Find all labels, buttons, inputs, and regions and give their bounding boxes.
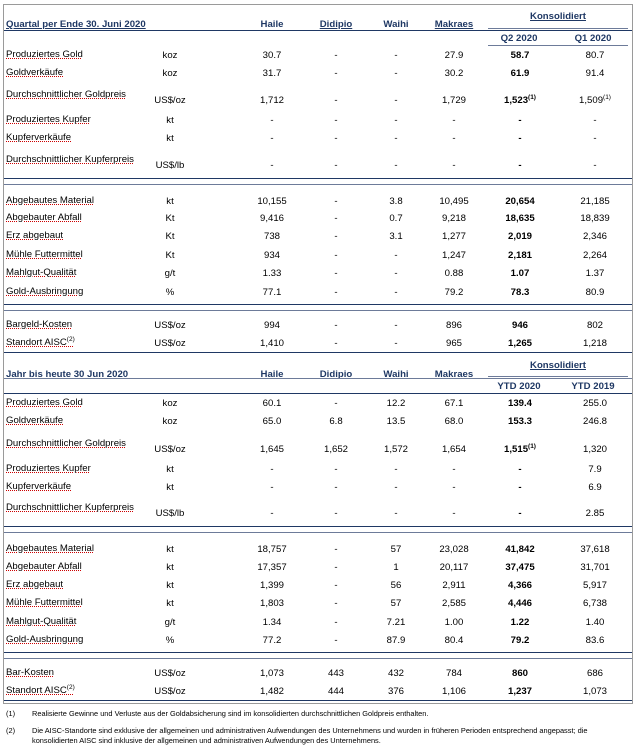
cell-consolidated-prior: 5,917 [582, 580, 607, 591]
cell-waihi: 7.21 [386, 617, 406, 628]
cell-waihi: 3.1 [389, 231, 403, 242]
cell-makraes: 896 [445, 320, 462, 331]
row-unit: g/t [164, 268, 176, 279]
cell-consolidated-prior: 91.4 [585, 68, 605, 79]
cell-didipio: - [334, 544, 338, 555]
cell-consolidated-prior: 1,218 [582, 338, 607, 349]
cell-consolidated-current: 1.07 [510, 268, 530, 279]
cell-didipio: - [334, 562, 338, 573]
cell-haile: 1,073 [259, 668, 284, 679]
cell-makraes: - [452, 133, 456, 144]
section-divider-2 [4, 310, 632, 311]
cell-didipio: - [334, 338, 338, 349]
cell-consolidated-prior: 83.6 [585, 635, 605, 646]
footnote-marker: (1) [603, 94, 611, 101]
row-unit: kt [166, 464, 174, 475]
cell-consolidated-prior: - [593, 133, 597, 144]
table-end-line [4, 700, 632, 701]
cell-makraes: 67.1 [444, 398, 464, 409]
row-unit: kt [166, 115, 174, 126]
cell-haile: - [270, 482, 274, 493]
cell-didipio: 6.8 [329, 416, 343, 427]
cell-haile: 1,410 [259, 338, 284, 349]
cell-makraes: 2,585 [441, 598, 466, 609]
cell-consolidated-current: 58.7 [510, 50, 530, 61]
cell-consolidated-current: 41,842 [505, 544, 535, 555]
cell-didipio: - [334, 196, 338, 207]
row-unit: kt [166, 196, 174, 207]
cell-consolidated-current: - [518, 482, 522, 493]
cell-waihi: 57 [390, 598, 402, 609]
col-q1-2020: Q1 2020 [574, 33, 612, 44]
cell-makraes: 9,218 [441, 213, 466, 224]
cell-didipio: - [334, 250, 338, 261]
cell-haile: 1,712 [259, 95, 284, 106]
cell-didipio: 443 [327, 668, 344, 679]
cell-consolidated-prior: 1,509$^{(1)}$ [579, 94, 611, 106]
cell-haile: - [270, 133, 274, 144]
footnote-marker: (1) [528, 443, 536, 450]
cell-consolidated-current: - [518, 115, 522, 126]
footnote-2-text: Die AISC-Standorte sind exklusive der allgemeinen und administrativen Aufwendungen des Unternehmens und wurden in früheren Perioden entsprechend angepasst; die konsolidierten AISC sind inklusive der allgemeinen und administrativen Aufwendungen des Unternehmens. [32, 726, 588, 745]
cell-didipio: 1,652 [323, 444, 348, 455]
cell-didipio: - [334, 213, 338, 224]
cell-makraes: 1,106 [441, 686, 466, 697]
cell-consolidated-current: 78.3 [510, 287, 530, 298]
subheader-underline [4, 393, 632, 394]
cell-haile: 10,155 [257, 196, 287, 207]
table-end-line [4, 352, 632, 353]
header-underline [4, 30, 632, 31]
cell-didipio: - [334, 115, 338, 126]
row-label: Gold-Ausbringung [6, 286, 84, 297]
cell-didipio: - [334, 160, 338, 171]
cell-waihi: - [394, 95, 398, 106]
row-label: Erz abgebaut [6, 579, 64, 590]
cell-consolidated-current: 860 [511, 668, 528, 679]
col-didipio: Didipio [319, 19, 353, 30]
cell-consolidated-prior: 31,701 [580, 562, 610, 573]
row-unit: US$/oz [154, 668, 186, 679]
row-unit: % [165, 287, 175, 298]
cell-haile: 77.2 [262, 635, 282, 646]
cell-waihi: 87.9 [386, 635, 406, 646]
cell-makraes: 965 [445, 338, 462, 349]
cell-makraes: 79.2 [444, 287, 464, 298]
row-unit: koz [162, 398, 178, 409]
cell-makraes: 2,911 [442, 580, 466, 591]
cell-didipio: - [334, 482, 338, 493]
cell-consolidated-prior: 246.8 [582, 416, 607, 427]
cell-consolidated-prior: 1.40 [585, 617, 605, 628]
cell-consolidated-current: - [518, 508, 522, 519]
row-label: Kupferverkäufe [6, 481, 72, 492]
section-divider [4, 178, 632, 179]
row-label: Bargeld-Kosten [6, 319, 73, 330]
cell-waihi: - [394, 320, 398, 331]
cell-didipio: - [334, 268, 338, 279]
cell-haile: 77.1 [262, 287, 282, 298]
cell-waihi: 12.2 [386, 398, 406, 409]
cell-consolidated-prior: - [593, 160, 597, 171]
cell-makraes: 23,028 [439, 544, 469, 555]
cell-waihi: 0.7 [389, 213, 403, 224]
cell-makraes: 1,654 [441, 444, 466, 455]
cell-makraes: - [452, 508, 456, 519]
row-label: Produziertes Kupfer [6, 114, 91, 125]
cell-consolidated-prior: 1,073 [582, 686, 607, 697]
cell-consolidated-prior: - [593, 115, 597, 126]
row-unit: g/t [164, 617, 176, 628]
cell-consolidated-prior: 255.0 [582, 398, 607, 409]
col-ytd-2020: YTD 2020 [497, 381, 541, 392]
footnote-1-mark: (1) [6, 709, 16, 718]
row-unit: Kt [165, 213, 175, 224]
cell-haile: 30.7 [262, 50, 282, 61]
cell-consolidated-prior: 6,738 [582, 598, 607, 609]
row-unit: koz [162, 50, 178, 61]
row-label: Mahlgut-Qualität [6, 616, 77, 627]
row-label: Erz abgebaut [6, 230, 64, 241]
col-waihi: Waihi [383, 19, 409, 30]
cell-didipio: - [334, 598, 338, 609]
cell-waihi: 432 [387, 668, 404, 679]
row-unit: % [165, 635, 175, 646]
konsolidiert-underline [488, 376, 628, 377]
cell-makraes: - [452, 115, 456, 126]
cell-haile: 1,645 [259, 444, 284, 455]
section-divider [4, 652, 632, 653]
row-label: Durchschnittlicher Kupferpreis [6, 502, 134, 513]
cell-consolidated-current: 946 [511, 320, 528, 331]
cell-waihi: - [394, 464, 398, 475]
cell-didipio: - [334, 398, 338, 409]
col-q2-2020: Q2 2020 [500, 33, 538, 44]
cell-consolidated-current: 1,523$^{(1)}$ [504, 94, 536, 106]
cell-haile: 934 [263, 250, 280, 261]
section-divider-2 [4, 532, 632, 533]
cell-consolidated-current: 2,181 [507, 250, 532, 261]
cell-didipio: - [334, 95, 338, 106]
cell-haile: 1,399 [259, 580, 284, 591]
cell-waihi: 57 [390, 544, 402, 555]
cell-haile: - [270, 115, 274, 126]
row-label: Abgebauter Abfall [6, 561, 82, 572]
cell-makraes: 1.00 [444, 617, 464, 628]
cell-makraes: 1,247 [441, 250, 466, 261]
col-haile: Haile [260, 19, 284, 30]
cell-haile: 738 [263, 231, 280, 242]
row-label: Produziertes Kupfer [6, 463, 91, 474]
row-unit: koz [162, 68, 178, 79]
cell-consolidated-prior: 2.85 [585, 508, 605, 519]
row-unit: Kt [165, 231, 175, 242]
row-unit: kt [166, 482, 174, 493]
row-label: Durchschnittlicher Goldpreis [6, 89, 126, 100]
row-label: Abgebautes Material [6, 195, 94, 206]
cell-didipio: - [334, 68, 338, 79]
row-label: Bar-Kosten [6, 667, 54, 678]
row-unit: kt [166, 544, 174, 555]
cell-consolidated-prior: 802 [586, 320, 603, 331]
row-label: Kupferverkäufe [6, 132, 72, 143]
row-unit: US$/oz [154, 320, 186, 331]
cell-consolidated-current: - [518, 464, 522, 475]
cell-waihi: - [394, 338, 398, 349]
row-label: Produziertes Gold [6, 397, 83, 408]
cell-waihi: - [394, 268, 398, 279]
cell-makraes: 20,117 [439, 562, 469, 573]
section-divider-2 [4, 184, 632, 185]
cell-haile: 1.33 [262, 268, 282, 279]
col-makraes-ytd: Makraes [434, 369, 474, 380]
row-label: Mühle Futtermittel [6, 597, 83, 608]
cell-consolidated-current: 4,366 [507, 580, 532, 591]
cell-makraes: 30.2 [444, 68, 464, 79]
section-divider [4, 304, 632, 305]
cell-makraes: 0.88 [444, 268, 464, 279]
cell-didipio: - [334, 464, 338, 475]
row-label: Mahlgut-Qualität [6, 267, 77, 278]
cell-haile: 60.1 [262, 398, 282, 409]
subheader-underline [488, 45, 628, 46]
cell-didipio: - [334, 50, 338, 61]
konsolidiert-header: Konsolidiert [530, 11, 586, 22]
cell-waihi: - [394, 250, 398, 261]
konsolidiert-header-ytd: Konsolidiert [530, 360, 586, 371]
cell-waihi: - [394, 133, 398, 144]
cell-consolidated-prior: 80.7 [585, 50, 605, 61]
cell-haile: 17,357 [257, 562, 287, 573]
cell-haile: 9,416 [259, 213, 284, 224]
cell-haile: 1,803 [259, 598, 284, 609]
col-ytd-2019: YTD 2019 [571, 381, 615, 392]
row-label: Durchschnittlicher Kupferpreis [6, 154, 134, 165]
cell-waihi: - [394, 508, 398, 519]
cell-consolidated-prior: 2,264 [582, 250, 607, 261]
cell-didipio: - [334, 133, 338, 144]
cell-makraes: 10,495 [439, 196, 469, 207]
cell-consolidated-prior: 80.9 [585, 287, 605, 298]
cell-consolidated-prior: 6.9 [588, 482, 602, 493]
row-unit: kt [166, 580, 174, 591]
cell-didipio: - [334, 617, 338, 628]
row-unit: US$/lb [155, 160, 185, 171]
ytd-table-title: Jahr bis heute 30 Jun 2020 [6, 369, 129, 380]
row-unit: Kt [165, 250, 175, 261]
cell-waihi: - [394, 160, 398, 171]
cell-didipio: - [334, 635, 338, 646]
cell-waihi: - [394, 68, 398, 79]
footnote-marker: (2) [66, 684, 75, 691]
cell-makraes: - [452, 464, 456, 475]
cell-consolidated-current: 1,237 [507, 686, 532, 697]
cell-makraes: 784 [445, 668, 462, 679]
cell-makraes: - [452, 160, 456, 171]
cell-consolidated-current: 18,635 [505, 213, 535, 224]
cell-consolidated-prior: 21,185 [580, 196, 610, 207]
col-didipio-ytd: Didipio [319, 369, 353, 380]
cell-consolidated-current: 79.2 [510, 635, 530, 646]
cell-haile: 1.34 [262, 617, 282, 628]
cell-consolidated-current: 4,446 [507, 598, 532, 609]
quarter-table-title: Quartal per Ende 30. Juni 2020 [6, 19, 146, 30]
row-unit: US$/oz [154, 95, 186, 106]
cell-haile: 65.0 [262, 416, 282, 427]
cell-waihi: - [394, 115, 398, 126]
cell-consolidated-current: 20,654 [505, 196, 535, 207]
row-label: Gold-Ausbringung [6, 634, 84, 645]
footnote-marker: (2) [66, 336, 75, 343]
col-haile-ytd: Haile [260, 369, 284, 380]
cell-haile: 994 [263, 320, 280, 331]
cell-waihi: 56 [390, 580, 402, 591]
cell-consolidated-current: 139.4 [507, 398, 532, 409]
row-unit: kt [166, 133, 174, 144]
cell-haile: 1,482 [259, 686, 284, 697]
cell-makraes: 1,729 [441, 95, 466, 106]
cell-consolidated-current: 153.3 [507, 416, 532, 427]
footnote-1-text: Realisierte Gewinne und Verluste aus der Goldabsicherung sind im konsolidierten durchschnittlichen Goldpreis enthalten. [32, 709, 429, 718]
cell-consolidated-prior: 18,839 [580, 213, 610, 224]
row-label: Mühle Futtermittel [6, 249, 83, 260]
col-waihi-ytd: Waihi [383, 369, 409, 380]
cell-haile: 31.7 [262, 68, 282, 79]
row-label: Abgebauter Abfall [6, 212, 82, 223]
cell-consolidated-prior: 37,618 [580, 544, 610, 555]
cell-waihi: 13.5 [386, 416, 406, 427]
section-divider [4, 526, 632, 527]
row-label: Goldverkäufe [6, 415, 64, 426]
cell-consolidated-current: - [518, 133, 522, 144]
cell-consolidated-current: 61.9 [510, 68, 530, 79]
row-unit: kt [166, 562, 174, 573]
cell-consolidated-current: 1,265 [507, 338, 532, 349]
header-underline [4, 378, 632, 379]
cell-consolidated-prior: 7.9 [588, 464, 602, 475]
cell-makraes: 27.9 [444, 50, 464, 61]
cell-waihi: 1,572 [383, 444, 408, 455]
footnote-2-mark: (2) [6, 726, 16, 735]
col-makraes: Makraes [434, 19, 474, 30]
cell-waihi: 1 [393, 562, 399, 573]
row-label: Standort AISC$^{(2)}$ [6, 684, 75, 696]
cell-makraes: 80.4 [444, 635, 464, 646]
cell-haile: - [270, 464, 274, 475]
cell-consolidated-prior: 686 [586, 668, 603, 679]
cell-haile: - [270, 160, 274, 171]
row-unit: US$/oz [154, 338, 186, 349]
cell-waihi: 3.8 [389, 196, 403, 207]
cell-consolidated-current: 2,019 [507, 231, 532, 242]
cell-haile: 18,757 [257, 544, 287, 555]
cell-didipio: - [334, 580, 338, 591]
konsolidiert-underline [488, 28, 628, 29]
cell-haile: - [270, 508, 274, 519]
row-unit: US$/oz [154, 686, 186, 697]
cell-consolidated-current: 37,475 [505, 562, 535, 573]
cell-consolidated-current: - [518, 160, 522, 171]
cell-makraes: 68.0 [444, 416, 464, 427]
row-label: Goldverkäufe [6, 67, 64, 78]
cell-waihi: 376 [387, 686, 404, 697]
cell-didipio: 444 [327, 686, 344, 697]
cell-waihi: - [394, 50, 398, 61]
footnote-marker: (1) [528, 94, 536, 101]
cell-makraes: 1,277 [441, 231, 466, 242]
row-unit: koz [162, 416, 178, 427]
cell-waihi: - [394, 287, 398, 298]
row-unit: kt [166, 598, 174, 609]
cell-consolidated-prior: 2,346 [582, 231, 607, 242]
section-divider-2 [4, 658, 632, 659]
row-label: Standort AISC$^{(2)}$ [6, 336, 75, 348]
cell-consolidated-current: 1,515$^{(1)}$ [504, 443, 536, 455]
cell-didipio: - [334, 231, 338, 242]
cell-consolidated-prior: 1,320 [582, 444, 607, 455]
row-label: Abgebautes Material [6, 543, 94, 554]
row-unit: US$/lb [155, 508, 185, 519]
row-unit: US$/oz [154, 444, 186, 455]
cell-didipio: - [334, 320, 338, 331]
row-label: Durchschnittlicher Goldpreis [6, 438, 126, 449]
cell-makraes: - [452, 482, 456, 493]
cell-didipio: - [334, 287, 338, 298]
cell-consolidated-current: 1.22 [510, 617, 530, 628]
row-label: Produziertes Gold [6, 49, 83, 60]
cell-didipio: - [334, 508, 338, 519]
cell-consolidated-prior: 1.37 [585, 268, 605, 279]
cell-waihi: - [394, 482, 398, 493]
